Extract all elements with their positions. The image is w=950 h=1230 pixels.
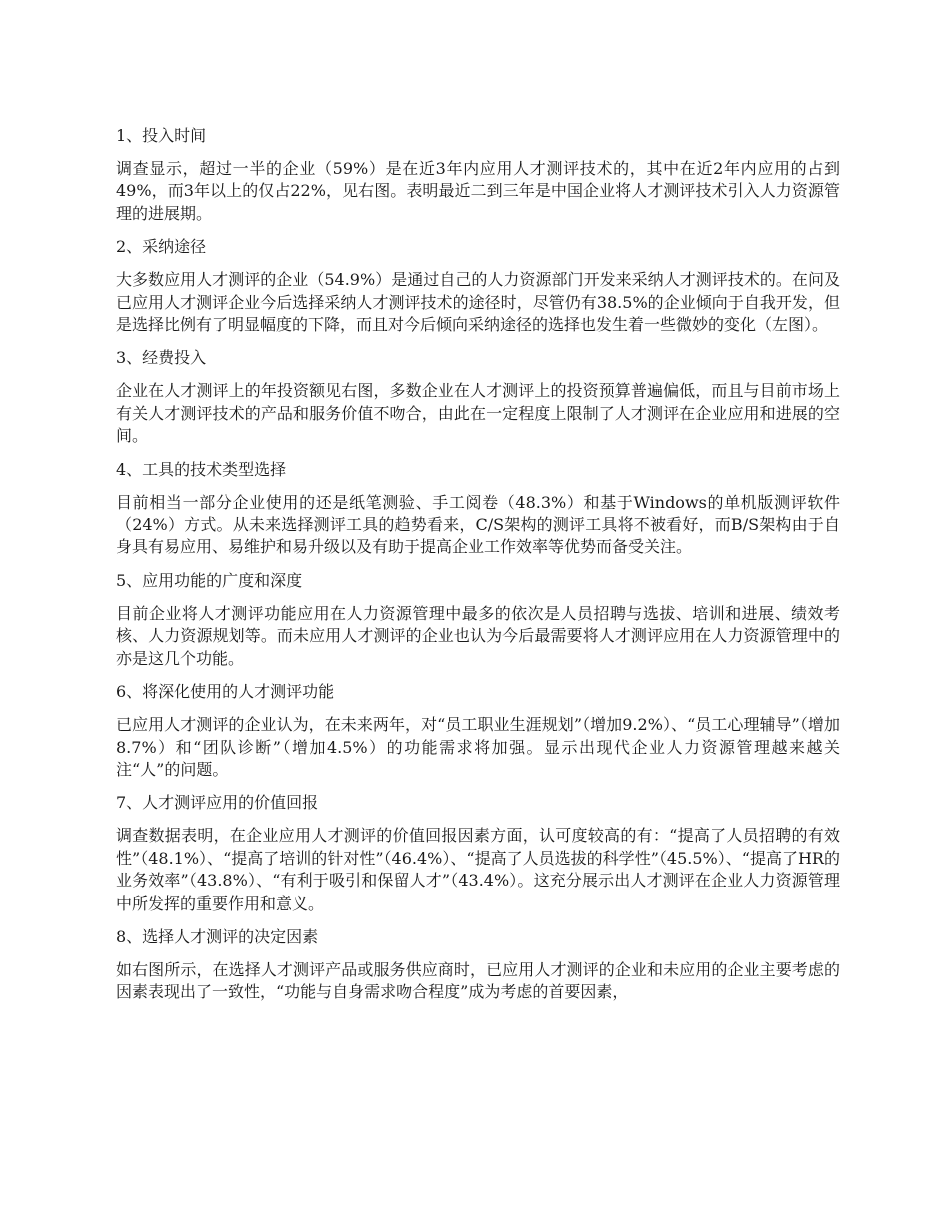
- section-paragraph: 大多数应用人才测评的企业（54.9%）是通过自己的人力资源部门开发来采纳人才测评技术的。在问及已应用人才测评企业今后选择采纳人才测评技术的途径时，尽管仍有38.5%的企业倾向于自我开发，但是选择比例有了明显幅度的下降，而且对今后倾向采纳途径的选择也发生着一些微妙的变化（左图）。: [116, 270, 840, 335]
- section-heading: 3、经费投入: [116, 348, 207, 368]
- section-heading: 1、投入时间: [116, 126, 207, 145]
- section-8: [116, 925, 840, 1004]
- document-body: [116, 124, 840, 1014]
- section-paragraph: 调查数据表明，在企业应用人才测评的价值回报因素方面，认可度较高的有：“提高了人员招聘的有效性”（48.1%）、“提高了培训的针对性”（46.4%）、“提高了人员选拔的科学性”（45.5%）、“提高了HR的业务效率”（43.8%）、“有利于吸引和保留人才”（43.4%）。这充分展示出人才测评在企业人力资源管理中所发挥的重要作用和意义。: [116, 826, 840, 913]
- section-7: [116, 791, 840, 915]
- section-1: [116, 124, 840, 225]
- section-paragraph: 调查显示，超过一半的企业（59%）是在近3年内应用人才测评技术的，其中在近2年内应用的占到49%，而3年以上的仅占22%，见右图。表明最近二到三年是中国企业将人才测评技术引入人力资源管理的进展期。: [116, 159, 840, 223]
- section-heading: 4、工具的技术类型选择: [116, 459, 287, 479]
- section-4: [116, 458, 840, 559]
- section-heading: 7、人才测评应用的价值回报: [116, 793, 319, 813]
- section-paragraph: 如右图所示，在选择人才测评产品或服务供应商时，已应用人才测评的企业和未应用的企业主要考虑的因素表现出了一致性，“功能与自身需求吻合程度”成为考虑的首要因素，: [116, 959, 840, 1002]
- section-heading: 5、应用功能的广度和深度: [116, 570, 303, 590]
- section-heading: 6、将深化使用的人才测评功能: [116, 682, 335, 702]
- section-heading: 8、选择人才测评的决定因素: [116, 926, 319, 946]
- section-2: [116, 235, 840, 336]
- section-5: [116, 569, 840, 670]
- section-paragraph: 企业在人才测评上的年投资额见右图，多数企业在人才测评上的投资预算普遍偏低，而且与目前市场上有关人才测评技术的产品和服务价值不吻合，由此在一定程度上限制了人才测评在企业应用和进展的空间。: [116, 381, 840, 446]
- section-6: [116, 680, 840, 781]
- section-3: [116, 346, 840, 447]
- section-paragraph: 目前相当一部分企业使用的还是纸笔测验、手工阅卷（48.3%）和基于Windows的单机版测评软件（24%）方式。从未来选择测评工具的趋势看来，C/S架构的测评工具将不被看好，而B/S架构由于自身具有易应用、易维护和易升级以及有助于提高企业工作效率等优势而备受关注。: [116, 492, 840, 557]
- section-paragraph: 目前企业将人才测评功能应用在人力资源管理中最多的依次是人员招聘与选拔、培训和进展、绩效考核、人力资源规划等。而未应用人才测评的企业也认为今后最需要将人才测评应用在人力资源管理中的亦是这几个功能。: [116, 603, 840, 668]
- section-heading: 2、采纳途径: [116, 237, 207, 257]
- section-paragraph: 已应用人才测评的企业认为，在未来两年，对“员工职业生涯规划”（增加9.2%）、“员工心理辅导”（增加8.7%）和“团队诊断”（增加4.5%）的功能需求将加强。显示出现代企业人力资源管理越来越关注“人”的问题。: [116, 715, 840, 779]
